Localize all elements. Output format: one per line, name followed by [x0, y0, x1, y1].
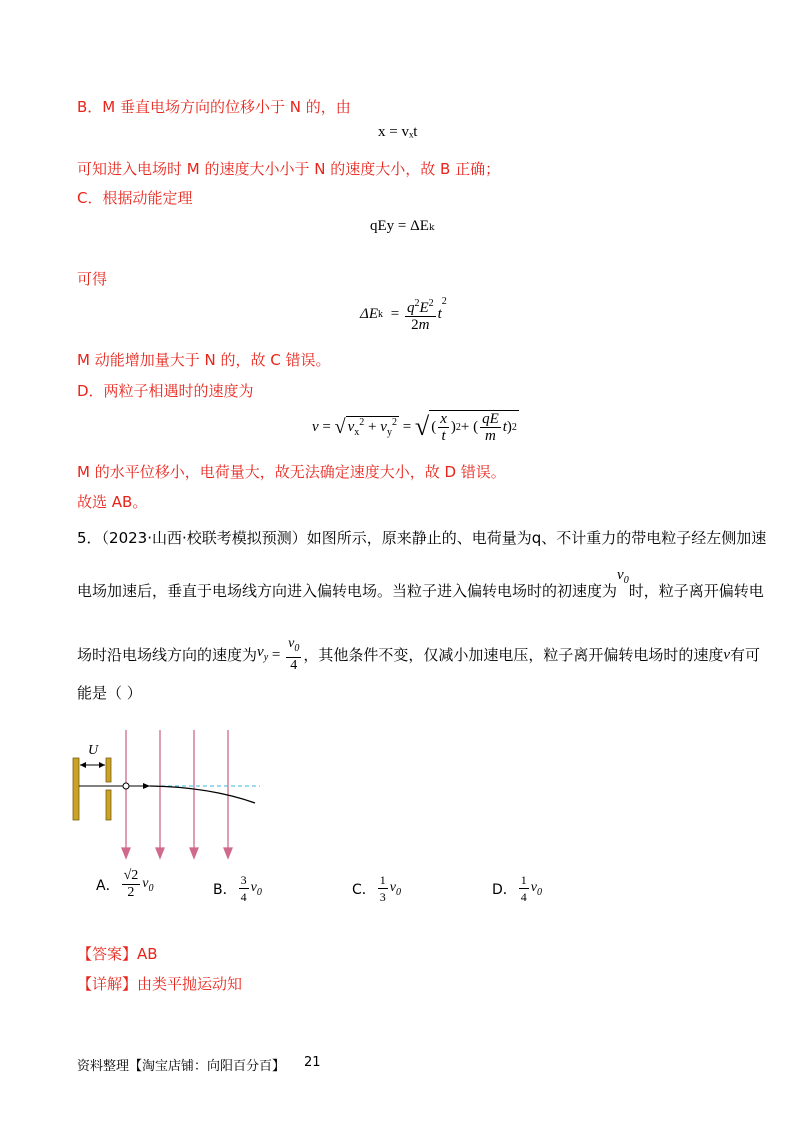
question5-line3-text-mid: ，其他条件不变，仅减小加速电压，粒子离开偏转电场时的速度	[303, 645, 724, 664]
electric-field-lines	[122, 730, 232, 858]
choice-b-denominator: 4	[240, 890, 247, 904]
equation-x-vxt: x = vₓt	[378, 124, 418, 140]
choice-a-numerator: √2	[123, 868, 139, 883]
detail-line	[77, 974, 242, 994]
symbol-vy: $v_y$	[257, 643, 269, 663]
detail-tag: 【详解】	[77, 975, 138, 993]
option-d-conclusion: M 的水平位移小，电荷量大，故无法确定速度大小，故 D 错误。	[77, 463, 506, 481]
choice-d-letter: D．	[492, 881, 517, 898]
option-c-conclusion: M 动能增加量大于 N 的，故 C 错误。	[77, 351, 331, 369]
option-b-conclusion: 可知进入电场时 M 的速度大小小于 N 的速度大小，故 B 正确；	[77, 160, 501, 178]
choice-d-denominator: 4	[520, 890, 527, 904]
choice-c-denominator: 3	[379, 890, 386, 904]
question5-line3: 场时沿电场线方向的速度为 $v_y$ = $\frac{v_0}{4}$ ，其他条件不变，仅减小加速电压，粒子离开偏转电场时的速度 v 有可	[77, 636, 761, 673]
question5-line4: 能是（ ）	[77, 684, 142, 702]
choice-a[interactable]: A． $\frac{√2}{2}$ $v_0$	[96, 868, 154, 900]
choice-b[interactable]: B． $\frac{3}{4}$ $v_0$	[213, 873, 262, 904]
option-c-analysis: C．根据动能定理	[77, 189, 193, 207]
choice-a-letter: A．	[96, 877, 120, 894]
question5-line2	[77, 567, 764, 601]
question5-line3-text-end: 有可	[730, 645, 761, 664]
question5-line1: 5．（2023·山西·校联考模拟预测）如图所示，原来静止的、电荷量为q、不计重力的带电粒子经左侧加速	[77, 529, 767, 547]
equation-velocity: v = √ $v_x^2 + v_y^2$ = √ ( $\frac{x}{t}$ ) 2 + ( $\frac{qE}{m}$ t ) 2	[312, 411, 517, 444]
final-choice: 故选 AB。	[77, 493, 148, 511]
choice-a-denominator: 2	[127, 885, 135, 900]
answer-line	[77, 944, 158, 964]
voltage-label: U	[88, 743, 99, 758]
choice-d[interactable]: D． $\frac{1}{4}$ $v_0$	[492, 873, 542, 904]
answer-value: AB	[137, 945, 158, 963]
question5-line2-text-end: 时，粒子离开偏转电	[628, 582, 764, 600]
right-plate-upper	[106, 758, 111, 782]
choice-c-letter: C．	[352, 881, 376, 898]
choice-b-letter: B．	[213, 881, 237, 898]
particle-entry-point	[123, 783, 129, 789]
symbol-v0: $v_0$	[617, 567, 629, 586]
choice-c[interactable]: C． $\frac{1}{3}$ $v_0$	[352, 873, 401, 904]
question5-line2-text: 电场加速后，垂直于电场线方向进入偏转电场。当粒子进入偏转电场时的初速度为	[77, 582, 618, 600]
page-number: 21	[304, 1055, 321, 1070]
detail-text: 由类平抛运动知	[137, 975, 243, 993]
option-b-analysis: B．M 垂直电场方向的位移小于 N 的，由	[77, 98, 351, 116]
accelerating-deflecting-field-diagram	[70, 730, 280, 880]
obtain-label: 可得	[77, 270, 108, 288]
right-plate-lower	[106, 790, 111, 820]
answer-tag: 【答案】	[77, 945, 138, 963]
left-plate	[73, 758, 79, 820]
footer-source: 资料整理【淘宝店铺：向阳百分百】	[77, 1059, 286, 1074]
equation-delta-ek: Δ E k = $\frac{q^2E^2}{2m}$ t $^2$	[360, 296, 447, 333]
choice-c-numerator: 1	[379, 873, 386, 887]
fraction-v0-over-4: $\frac{v_0}{4}$	[288, 636, 300, 673]
option-d-analysis: D．两粒子相遇时的速度为	[77, 382, 254, 400]
symbol-v: v	[723, 646, 731, 663]
equation-work-energy: qEy = ΔEₖ	[370, 218, 435, 234]
particle-trajectory	[150, 786, 255, 803]
choice-b-numerator: 3	[240, 873, 247, 887]
question5-line3-text: 场时沿电场线方向的速度为	[77, 645, 258, 664]
choice-d-numerator: 1	[520, 873, 527, 887]
